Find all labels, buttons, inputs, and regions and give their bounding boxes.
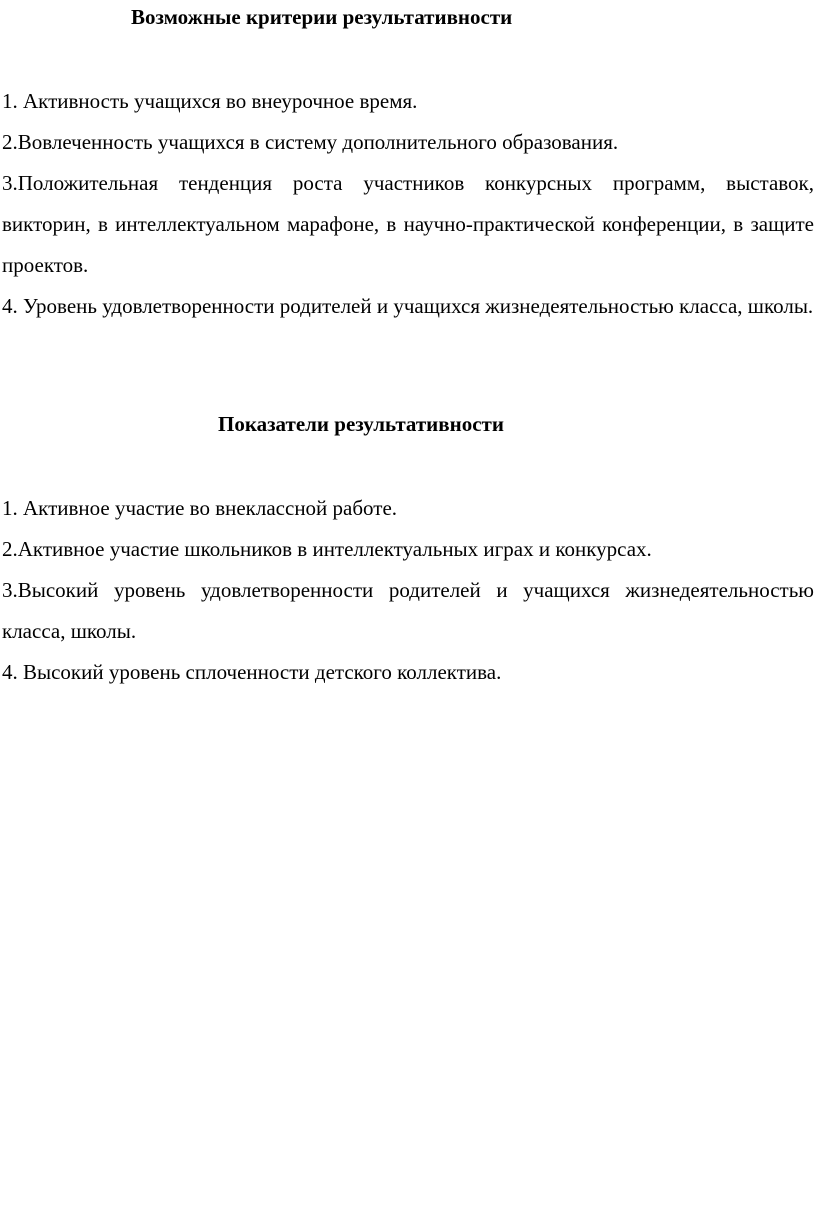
list-item: 1. Активность учащихся во внеурочное время. xyxy=(2,89,418,113)
list-item: 2.Активное участие школьников в интеллектуальных играх и конкурсах. xyxy=(2,537,652,561)
list-item: 3.Положительная тенденция роста участников конкурсных программ, выставок, викторин, в интеллектуальном марафоне, в научно-практической конференции, в защите проектов. xyxy=(2,171,814,277)
list-item: 2.Вовлеченность учащихся в систему дополнительного образования. xyxy=(2,130,619,154)
list-item: 4. Высокий уровень сплоченности детского коллектива. xyxy=(2,660,502,684)
list-item: 3.Высокий уровень удовлетворенности родителей и учащихся жизнедеятельностью класса, школы. xyxy=(2,578,814,643)
indicators-list xyxy=(2,488,814,693)
section-title-indicators: Показатели результативности xyxy=(218,412,504,436)
criteria-list xyxy=(2,81,814,327)
list-item: 1. Активное участие во внеклассной работе. xyxy=(2,496,398,520)
section-title-criteria: Возможные критерии результативности xyxy=(131,5,513,29)
list-item: 4. Уровень удовлетворенности родителей и учащихся жизнедеятельностью класса, школы. xyxy=(2,294,814,318)
